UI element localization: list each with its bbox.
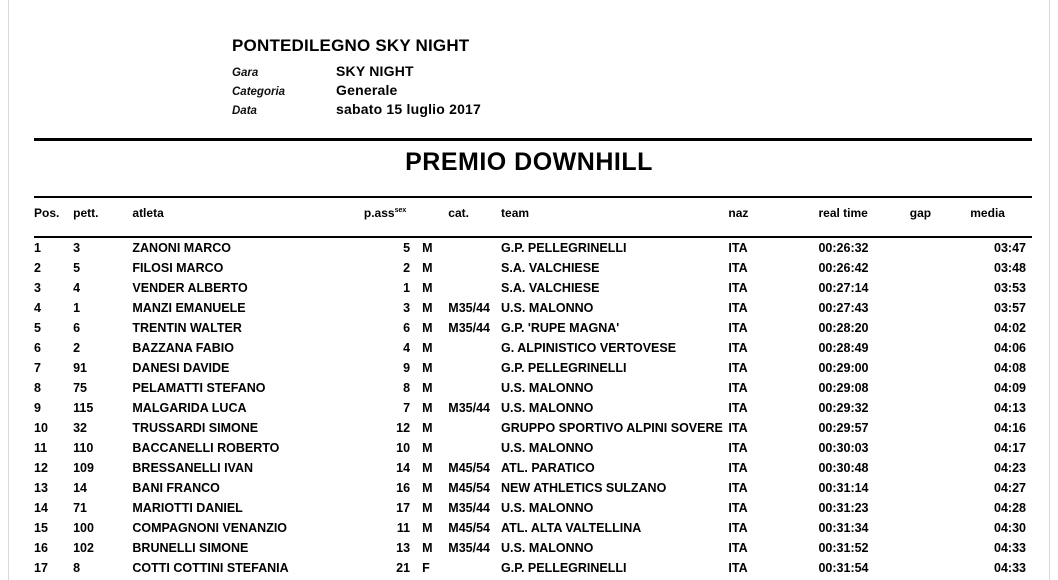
cell-pett: 6 (73, 321, 81, 335)
cell-pett: 100 (73, 521, 94, 535)
cell-pos: 10 (34, 421, 48, 435)
meta-row-categoria (232, 82, 832, 98)
header-divider-rule (34, 138, 1032, 141)
cell-atleta: COMPAGNONI VENANZIO (132, 521, 288, 535)
table-spacer-row (34, 228, 1026, 238)
cell-atleta: MARIOTTI DANIEL (132, 501, 243, 515)
cell-real-time: 00:27:14 (818, 281, 869, 295)
cell-naz: ITA (728, 261, 748, 275)
table-row (34, 338, 1026, 358)
cell-cat (448, 558, 501, 578)
cell-real-time: 00:31:34 (818, 521, 869, 535)
column-header-pass-text: p.ass (363, 206, 395, 220)
cell-pett: 71 (73, 501, 88, 515)
table-row (34, 478, 1026, 498)
cell-team: U.S. MALONNO (501, 501, 594, 515)
cell-team: U.S. MALONNO (501, 381, 594, 395)
table-row (34, 438, 1026, 458)
cell-naz: ITA (728, 561, 748, 575)
cell-media: 04:09 (994, 381, 1026, 395)
cell-cat (448, 338, 501, 358)
cell-naz: ITA (728, 441, 748, 455)
cell-atleta: PELAMATTI STEFANO (132, 381, 266, 395)
cell-media: 04:33 (994, 541, 1026, 555)
table-row (34, 298, 1026, 318)
page-right-margin-rule (1049, 0, 1050, 580)
cell-pett: 75 (73, 381, 88, 395)
title-divider-rule (34, 196, 1032, 198)
cell-cat: M45/54 (448, 521, 490, 535)
cell-media: 04:02 (994, 321, 1026, 335)
cell-media: 03:48 (994, 261, 1026, 275)
column-header-media: media (970, 206, 1005, 220)
cell-real-time: 00:31:54 (818, 561, 869, 575)
table-row (34, 238, 1026, 258)
section-title: PREMIO DOWNHILL (405, 148, 653, 176)
column-header-sex (422, 200, 448, 228)
cell-team: U.S. MALONNO (501, 401, 594, 415)
cell-pass: 2 (403, 261, 411, 275)
cell-naz: ITA (728, 321, 748, 335)
cell-sex: M (422, 261, 433, 275)
cell-pos: 5 (34, 321, 41, 335)
cell-pass: 11 (396, 521, 411, 535)
cell-gap (910, 298, 970, 318)
cell-cat: M45/54 (448, 481, 490, 495)
cell-sex: M (422, 381, 433, 395)
cell-naz: ITA (728, 241, 748, 255)
column-header-pass (364, 200, 422, 228)
cell-sex: M (422, 361, 433, 375)
cell-gap (910, 518, 970, 538)
cell-gap (910, 538, 970, 558)
cell-naz: ITA (728, 361, 748, 375)
cell-pass: 17 (396, 501, 411, 515)
cell-media: 03:57 (994, 301, 1026, 315)
cell-media: 04:33 (994, 561, 1026, 575)
cell-media: 04:08 (994, 361, 1026, 375)
cell-sex: M (422, 521, 433, 535)
cell-gap (910, 478, 970, 498)
cell-atleta: TRENTIN WALTER (132, 321, 242, 335)
cell-naz: ITA (728, 461, 748, 475)
cell-pett: 102 (73, 541, 94, 555)
cell-real-time: 00:29:08 (818, 381, 869, 395)
column-header-pass-sup: sex (394, 207, 407, 214)
cell-pett: 2 (73, 341, 81, 355)
cell-atleta: ZANONI MARCO (132, 241, 231, 255)
cell-pass: 1 (403, 281, 411, 295)
cell-pass: 10 (396, 441, 411, 455)
cell-pass: 3 (403, 301, 411, 315)
column-header-real-time: real time (818, 206, 868, 220)
cell-pass: 16 (396, 481, 411, 495)
cell-naz: ITA (728, 521, 748, 535)
cell-media: 03:47 (994, 241, 1026, 255)
cell-gap (910, 358, 970, 378)
cell-gap (910, 258, 970, 278)
cell-team: G.P. PELLEGRINELLI (501, 561, 627, 575)
cell-atleta: COTTI COTTINI STEFANIA (132, 561, 289, 575)
cell-gap (910, 558, 970, 578)
cell-gap (910, 378, 970, 398)
cell-atleta: BRUNELLI SIMONE (132, 541, 249, 555)
cell-naz: ITA (728, 401, 748, 415)
cell-media: 04:28 (994, 501, 1026, 515)
cell-cat (448, 358, 501, 378)
cell-gap (910, 438, 970, 458)
document-header (232, 36, 832, 120)
cell-pass: 14 (396, 461, 411, 475)
cell-pos: 11 (34, 441, 48, 455)
cell-atleta: BANI FRANCO (132, 481, 220, 495)
column-header-cat: cat. (448, 206, 469, 220)
table-row (34, 498, 1026, 518)
cell-media: 04:27 (994, 481, 1026, 495)
cell-cat: M35/44 (448, 541, 490, 555)
cell-pass: 6 (403, 321, 411, 335)
cell-sex: M (422, 321, 433, 335)
cell-cat: M45/54 (448, 461, 490, 475)
cell-naz: ITA (728, 421, 748, 435)
cell-naz: ITA (728, 481, 748, 495)
cell-atleta: VENDER ALBERTO (132, 281, 248, 295)
cell-cat: M35/44 (448, 301, 490, 315)
cell-cat (448, 238, 501, 258)
cell-pos: 9 (34, 401, 41, 415)
table-header-row (34, 200, 1026, 228)
meta-value-gara: SKY NIGHT (336, 63, 414, 79)
cell-naz: ITA (728, 381, 748, 395)
cell-gap (910, 398, 970, 418)
cell-naz: ITA (728, 301, 748, 315)
event-title: PONTEDILEGNO SKY NIGHT (232, 36, 470, 55)
cell-sex: M (422, 301, 433, 315)
cell-team: G.P. PELLEGRINELLI (501, 241, 627, 255)
cell-pos: 8 (34, 381, 41, 395)
cell-pett: 32 (73, 421, 88, 435)
table-row (34, 398, 1026, 418)
cell-gap (910, 318, 970, 338)
cell-pass: 4 (403, 341, 411, 355)
cell-cat (448, 258, 501, 278)
cell-cat: M35/44 (448, 321, 490, 335)
cell-real-time: 00:30:48 (818, 461, 869, 475)
cell-sex: M (422, 421, 433, 435)
cell-pett: 110 (73, 441, 94, 455)
cell-real-time: 00:30:03 (818, 441, 869, 455)
cell-media: 04:30 (994, 521, 1026, 535)
cell-pass: 13 (396, 541, 411, 555)
meta-label-gara: Gara (232, 67, 259, 79)
cell-sex: M (422, 441, 433, 455)
cell-team: U.S. MALONNO (501, 441, 594, 455)
table-row (34, 278, 1026, 298)
cell-media: 04:06 (994, 341, 1026, 355)
cell-team: S.A. VALCHIESE (501, 261, 600, 275)
meta-value-data: sabato 15 luglio 2017 (336, 101, 482, 117)
meta-label-data: Data (232, 105, 257, 117)
table-row (34, 558, 1026, 578)
cell-gap (910, 458, 970, 478)
cell-pett: 1 (73, 301, 81, 315)
cell-atleta: BAZZANA FABIO (132, 341, 235, 355)
cell-real-time: 00:26:32 (818, 241, 869, 255)
cell-sex: M (422, 461, 433, 475)
cell-media: 04:17 (994, 441, 1026, 455)
cell-pass: 12 (396, 421, 411, 435)
cell-pos: 3 (34, 281, 41, 295)
meta-row-gara (232, 63, 832, 79)
cell-real-time: 00:31:23 (818, 501, 869, 515)
cell-pett: 4 (73, 281, 81, 295)
column-header-gap: gap (909, 206, 932, 220)
cell-pos: 16 (34, 541, 48, 555)
table-row (34, 258, 1026, 278)
cell-real-time: 00:31:14 (818, 481, 869, 495)
cell-pett: 14 (73, 481, 88, 495)
cell-naz: ITA (728, 341, 748, 355)
cell-sex: F (422, 561, 430, 575)
cell-sex: M (422, 541, 433, 555)
cell-pos: 13 (34, 481, 48, 495)
cell-pos: 2 (34, 261, 41, 275)
meta-label-categoria: Categoria (232, 86, 286, 98)
results-table-body (34, 228, 1026, 578)
cell-gap (910, 498, 970, 518)
cell-cat (448, 418, 501, 438)
cell-real-time: 00:29:57 (818, 421, 869, 435)
cell-team: ATL. PARATICO (501, 461, 595, 475)
cell-pass: 21 (396, 561, 411, 575)
column-header-atleta: atleta (132, 206, 164, 220)
column-header-pett: pett. (73, 206, 99, 220)
cell-pos: 12 (34, 461, 48, 475)
cell-pos: 4 (34, 301, 41, 315)
cell-team: S.A. VALCHIESE (501, 281, 600, 295)
cell-team: GRUPPO SPORTIVO ALPINI SOVERE (501, 421, 723, 435)
cell-pett: 5 (73, 261, 81, 275)
results-table (34, 200, 1026, 578)
cell-atleta: MALGARIDA LUCA (132, 401, 247, 415)
cell-cat (448, 378, 501, 398)
cell-atleta: BRESSANELLI IVAN (132, 461, 254, 475)
table-row (34, 358, 1026, 378)
cell-team: G. ALPINISTICO VERTOVESE (501, 341, 677, 355)
cell-team: NEW ATHLETICS SULZANO (501, 481, 667, 495)
column-header-naz: naz (728, 206, 749, 220)
cell-gap (910, 238, 970, 258)
cell-pass: 8 (403, 381, 411, 395)
cell-gap (910, 278, 970, 298)
meta-value-categoria: Generale (336, 82, 398, 98)
cell-real-time: 00:26:42 (818, 261, 869, 275)
cell-pass: 5 (403, 241, 411, 255)
cell-pos: 6 (34, 341, 41, 355)
cell-pos: 15 (34, 521, 48, 535)
cell-pett: 115 (73, 401, 94, 415)
column-header-team: team (501, 206, 530, 220)
cell-sex: M (422, 481, 433, 495)
cell-gap (910, 338, 970, 358)
cell-real-time: 00:29:00 (818, 361, 869, 375)
meta-row-data (232, 101, 832, 117)
cell-real-time: 00:28:20 (818, 321, 869, 335)
cell-pett: 8 (73, 561, 81, 575)
cell-sex: M (422, 281, 433, 295)
cell-gap (910, 418, 970, 438)
cell-atleta: FILOSI MARCO (132, 261, 224, 275)
cell-atleta: BACCANELLI ROBERTO (132, 441, 280, 455)
table-row (34, 518, 1026, 538)
cell-cat (448, 438, 501, 458)
cell-team: U.S. MALONNO (501, 541, 594, 555)
table-row (34, 458, 1026, 478)
cell-naz: ITA (728, 501, 748, 515)
table-row (34, 318, 1026, 338)
cell-sex: M (422, 501, 433, 515)
cell-team: ATL. ALTA VALTELLINA (501, 521, 642, 535)
table-row (34, 538, 1026, 558)
cell-sex: M (422, 401, 433, 415)
cell-real-time: 00:28:49 (818, 341, 869, 355)
cell-sex: M (422, 241, 433, 255)
cell-media: 03:53 (994, 281, 1026, 295)
cell-pos: 7 (34, 361, 41, 375)
cell-team: U.S. MALONNO (501, 301, 594, 315)
cell-cat: M35/44 (448, 401, 490, 415)
cell-real-time: 00:29:32 (818, 401, 869, 415)
cell-sex: M (422, 341, 433, 355)
table-row (34, 378, 1026, 398)
cell-cat (448, 278, 501, 298)
cell-pett: 109 (73, 461, 94, 475)
cell-media: 04:16 (994, 421, 1026, 435)
cell-media: 04:13 (994, 401, 1026, 415)
cell-media: 04:23 (994, 461, 1026, 475)
cell-pett: 3 (73, 241, 81, 255)
cell-pos: 1 (34, 241, 41, 255)
cell-pos: 14 (34, 501, 48, 515)
cell-atleta: TRUSSARDI SIMONE (132, 421, 259, 435)
cell-team: G.P. PELLEGRINELLI (501, 361, 627, 375)
cell-cat: M35/44 (448, 501, 490, 515)
cell-real-time: 00:31:52 (818, 541, 869, 555)
cell-pass: 7 (403, 401, 411, 415)
cell-real-time: 00:27:43 (818, 301, 869, 315)
cell-atleta: DANESI DAVIDE (132, 361, 230, 375)
cell-naz: ITA (728, 281, 748, 295)
cell-atleta: MANZI EMANUELE (132, 301, 246, 315)
column-header-pos: Pos. (34, 206, 60, 220)
cell-naz: ITA (728, 541, 748, 555)
table-row (34, 418, 1026, 438)
cell-pass: 9 (403, 361, 411, 375)
page-left-margin-rule (8, 0, 9, 580)
cell-pos: 17 (34, 561, 48, 575)
cell-pett: 91 (73, 361, 88, 375)
cell-team: G.P. 'RUPE MAGNA' (501, 321, 620, 335)
